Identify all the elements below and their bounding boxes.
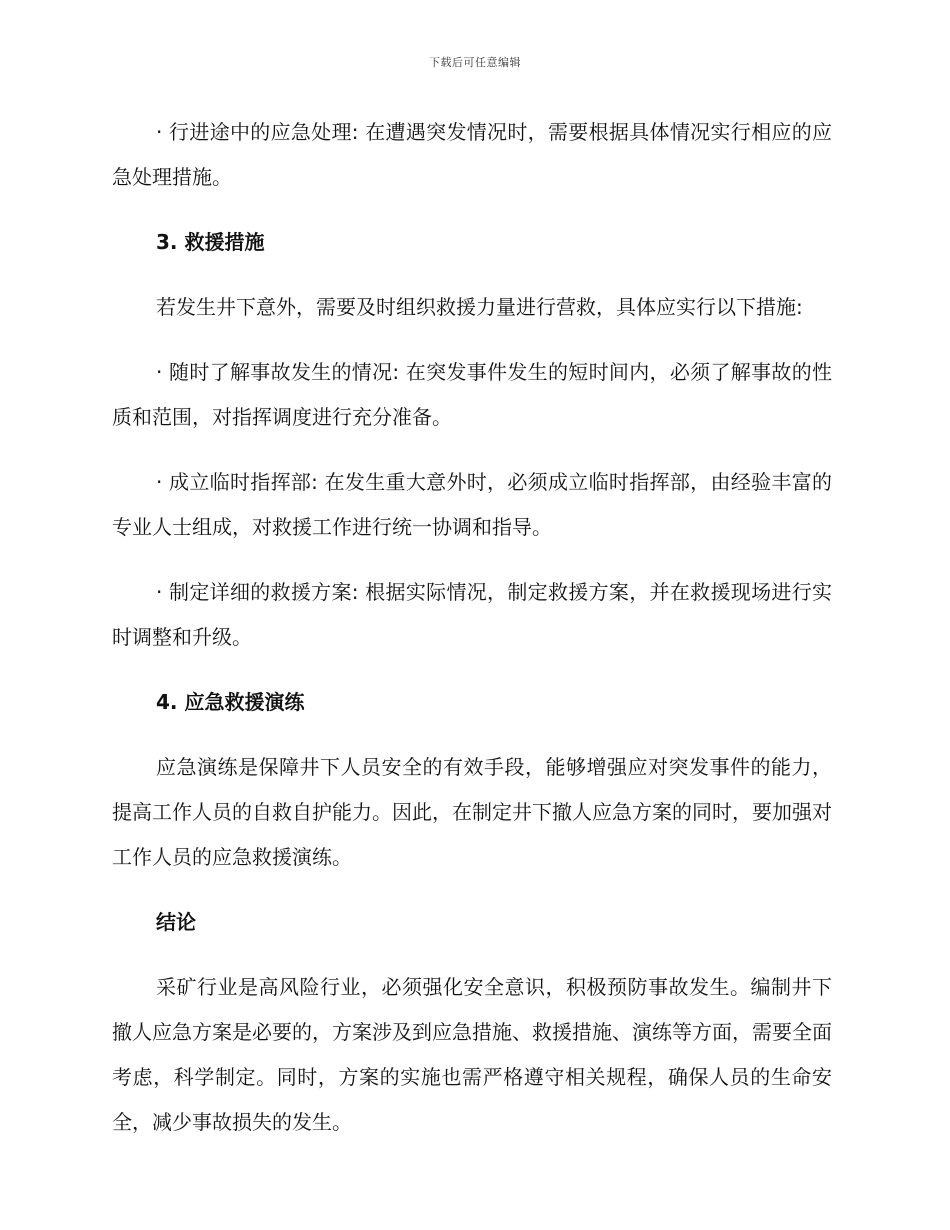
section-heading-drills: 4. 应急救援演练 bbox=[156, 690, 305, 714]
paragraph-rescue-plan: · 制定详细的救援方案: 根据实际情况，制定救援方案，并在救援现场进行实时调整和升级。 bbox=[112, 580, 832, 649]
paragraph-drills: 应急演练是保障井下人员安全的有效手段，能够增强应对突发事件的能力，提高工作人员的自救自护能力。因此，在制定井下撤人应急方案的同时，要加强对工作人员的应急救援演练。 bbox=[112, 755, 832, 869]
section-heading-rescue-measures: 3. 救援措施 bbox=[156, 230, 265, 254]
paragraph-emergency-handling-en-route: · 行进途中的应急处理: 在遭遇突发情况时，需要根据具体情况实行相应的应急处理措施。 bbox=[112, 120, 832, 189]
paragraph-conclusion: 采矿行业是高风险行业，必须强化安全意识，积极预防事故发生。编制井下撤人应急方案是必要的，方案涉及到应急措施、救援措施、演练等方面，需要全面考虑，科学制定。同时，方案的实施也需严格遵守相关规程，确保人员的生命安全，减少事故损失的发生。 bbox=[112, 975, 832, 1134]
paragraph-temporary-command: · 成立临时指挥部: 在发生重大意外时，必须成立临时指挥部，由经验丰富的专业人士组成，对救援工作进行统一协调和指导。 bbox=[112, 470, 832, 539]
download-editable-note: 下载后可任意编辑 bbox=[429, 56, 521, 69]
section-heading-conclusion: 结论 bbox=[156, 910, 196, 934]
paragraph-rescue-intro: 若发生井下意外，需要及时组织救援力量进行营救，具体应实行以下措施: bbox=[156, 295, 803, 319]
document-body bbox=[112, 110, 832, 1165]
paragraph-understand-accident: · 随时了解事故发生的情况: 在突发事件发生的短时间内，必须了解事故的性质和范围，对指挥调度进行充分准备。 bbox=[112, 360, 832, 429]
